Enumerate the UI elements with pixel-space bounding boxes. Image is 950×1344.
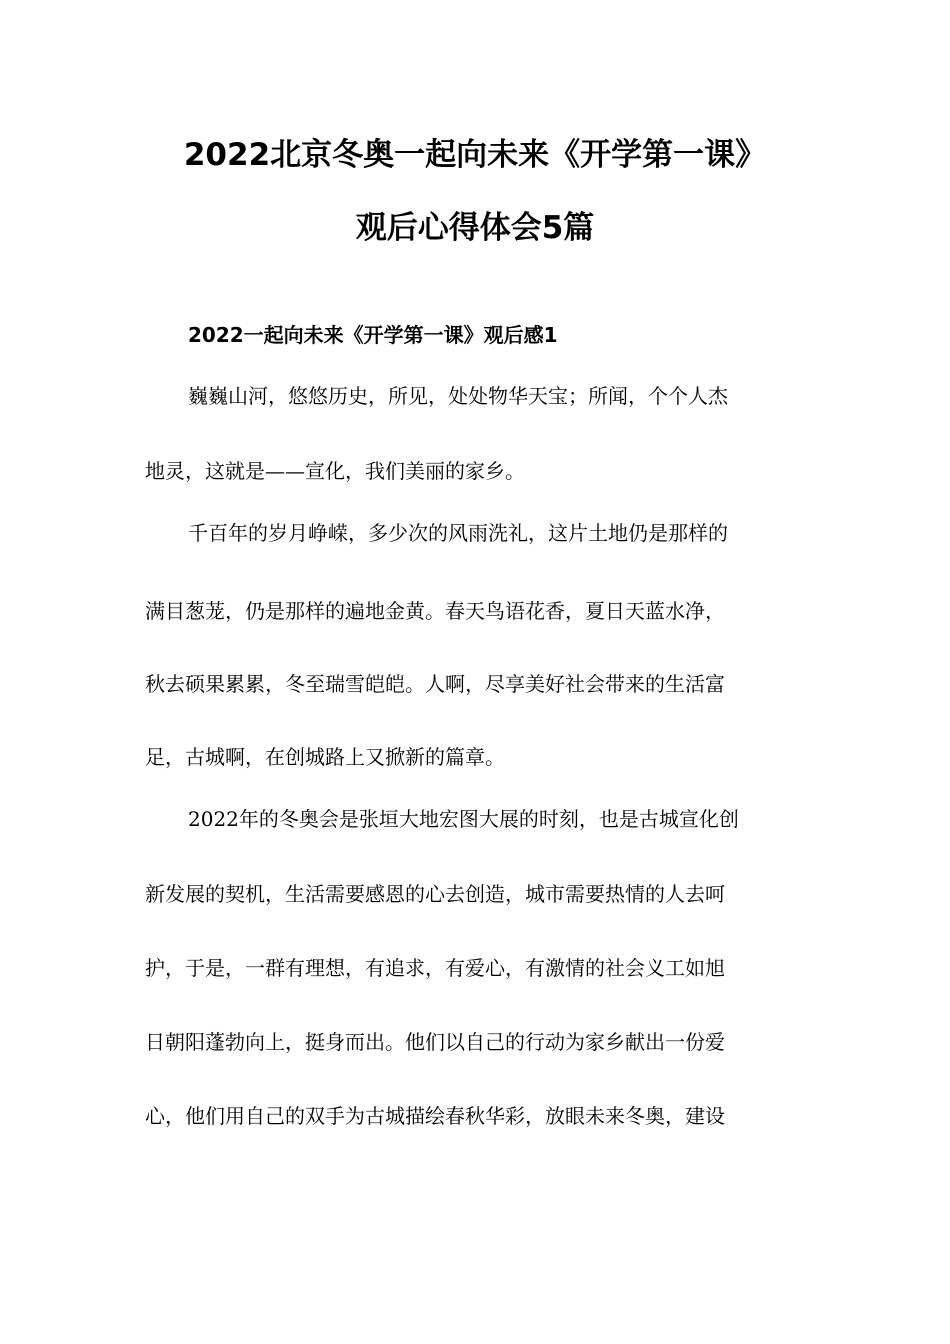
- section-heading: 2022一起向未来《开学第一课》观后感1: [188, 323, 558, 347]
- paragraph-3-line-2: 新发展的契机，生活需要感恩的心去创造，城市需要热情的人去呵: [145, 882, 725, 906]
- paragraph-2-line-3: 秋去硕果累累，冬至瑞雪皑皑。人啊，尽享美好社会带来的生活富: [145, 672, 725, 696]
- paragraph-2-line-1: 千百年的岁月峥嵘，多少次的风雨洗礼，这片土地仍是那样的: [188, 521, 728, 545]
- paragraph-3-line-5: 心，他们用自己的双手为古城描绘春秋华彩，放眼未来冬奥，建设: [145, 1104, 725, 1128]
- paragraph-2-line-4: 足，古城啊，在创城路上又掀新的篇章。: [145, 745, 505, 769]
- paragraph-1-line-1: 巍巍山河，悠悠历史，所见，处处物华天宝；所闻，个个人杰: [188, 384, 728, 408]
- paragraph-3-line-4: 日朝阳蓬勃向上，挺身而出。他们以自己的行动为家乡献出一份爱: [145, 1030, 725, 1054]
- paragraph-3-line-1: 2022年的冬奥会是张垣大地宏图大展的时刻，也是古城宣化创: [188, 807, 739, 831]
- document-title-line-1: 2022北京冬奥一起向未来《开学第一课》: [183, 137, 767, 173]
- paragraph-1-line-2: 地灵，这就是——宣化，我们美丽的家乡。: [145, 459, 525, 483]
- paragraph-3-line-3: 护，于是，一群有理想，有追求，有爱心，有激情的社会义工如旭: [145, 956, 725, 980]
- document-title-line-2: 观后心得体会5篇: [355, 210, 595, 246]
- paragraph-2-line-2: 满目葱茏，仍是那样的遍地金黄。春天鸟语花香，夏日天蓝水净，: [145, 599, 725, 623]
